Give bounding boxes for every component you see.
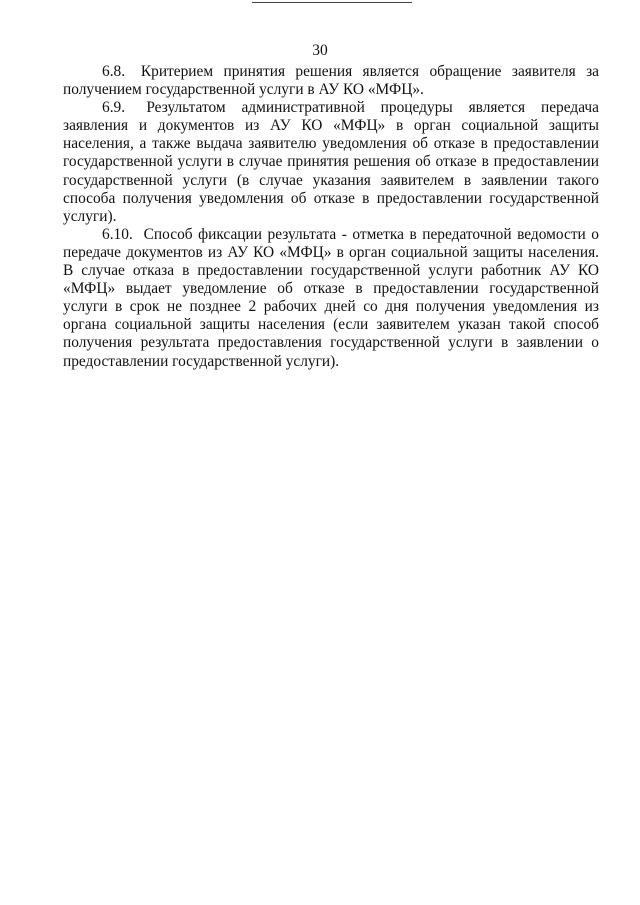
top-rule	[252, 2, 412, 3]
paragraph-text: Результатом административной процедуры является передача заявления и документов из АУ КО «МФЦ» в орган социальной защиты населения, а также выдача заявителю уведомления об отказе в предоставлении государственной услуги в случае принятия решения об отказе в предоставлении государственной услуги (в случае указания заявителем в заявлении такого способа получения уведомления об отказе в предоставлении государственной услуги).	[63, 99, 599, 225]
paragraph-6-8	[63, 63, 599, 99]
paragraph-text: Критерием принятия решения является обращение заявителя за получением государственной услуги в АУ КО «МФЦ».	[63, 63, 599, 99]
paragraph-6-9	[63, 99, 599, 226]
paragraph-number: 6.10.	[102, 225, 133, 243]
paragraph-6-10	[63, 226, 599, 371]
paragraph-number: 6.8.	[102, 63, 126, 80]
page-number: 30	[312, 42, 328, 59]
paragraph-text: Способ фиксации результата - отметка в передаточной ведомости о передаче документов из АУ КО «МФЦ» в орган социальной защиты населения. В случае отказа в предоставлении государственной услуги работник АУ КО «МФЦ» выдает уведомление об отказе в предоставлении государственной услуги в срок не позднее 2 рабочих дней со дня получения уведомления из органа социальной защиты населения (если заявителем указан такой способ получения результата предоставления государственной услуги в заявлении о предоставлении государственной услуги).	[63, 225, 599, 370]
paragraph-number: 6.9.	[102, 99, 126, 117]
document-body	[63, 63, 599, 371]
